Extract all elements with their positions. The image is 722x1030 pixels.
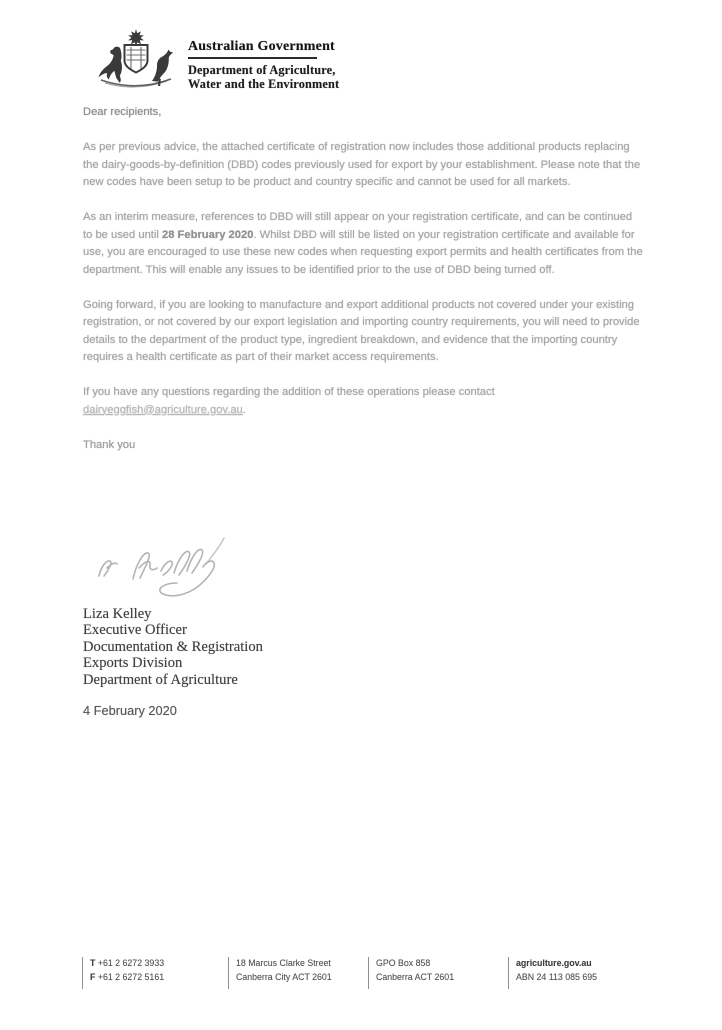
signoff: Thank you xyxy=(83,438,136,451)
fax-number: +61 2 6272 5161 xyxy=(95,971,165,982)
paragraph-4 xyxy=(83,384,643,419)
handwritten-signature xyxy=(86,520,251,605)
footer-street-address xyxy=(228,957,368,989)
footer-postal-address xyxy=(368,957,508,989)
letter-body xyxy=(83,104,643,472)
footer-phone xyxy=(90,957,228,971)
paragraph-1 xyxy=(83,139,643,192)
government-header xyxy=(93,28,339,92)
paragraph-3-text: Going forward, if you are looking to manufacture and export additional products not covered under your existing registration, or not covered by our export legislation and importing country requirements, you will need to provide details to the department of the product type, ingredient breakdown, and evidence that the importing country requires a health certificate as part of their market access requirements. xyxy=(83,298,640,363)
paragraph-3 xyxy=(83,297,643,367)
paragraph-2 xyxy=(83,209,643,279)
street-address-line1: 18 Marcus Clarke Street xyxy=(236,958,331,968)
paragraph-1-text: As per previous advice, the attached certificate of registration now includes those additional products replacing the dairy-goods-by-definition (DBD) codes previously used for export by your establishment. Please note that the new codes have been setup to be product and country specific and cannot be used for all markets. xyxy=(83,141,641,188)
signatory-division: Exports Division xyxy=(83,655,183,672)
header-divider xyxy=(188,57,317,59)
phone-label: T xyxy=(90,958,96,968)
signatory-department: Department of Agriculture xyxy=(83,671,238,688)
paragraph-4-text-after: . xyxy=(242,403,246,416)
footer-phone-fax xyxy=(82,957,228,989)
website-url: agriculture.gov.au xyxy=(516,958,592,968)
paragraph-2-text-after: . Whilst DBD will still be listed on your registration certificate and available for use, you are encouraged to use these new codes when requesting export permits and health certificates from the department. This will enable any issues to be identified prior to the use of DBD being turned off. xyxy=(83,228,643,276)
abn-number: ABN 24 113 085 695 xyxy=(516,971,598,982)
fax-label: F xyxy=(90,971,96,982)
government-title: Australian Government xyxy=(188,39,335,54)
phone-number: +61 2 6272 3933 xyxy=(95,958,165,968)
postal-address-line1: GPO Box 858 xyxy=(376,958,431,968)
header-text xyxy=(188,28,339,92)
australian-coat-of-arms-icon xyxy=(93,28,179,88)
paragraph-2-text-before: As an interim measure, references to DBD will still appear on your registration certificate, and can be continued to be used until xyxy=(83,211,633,241)
department-name-line2: Water and the Environment xyxy=(188,77,340,92)
signature-block xyxy=(83,606,263,688)
department-name-line1: Department of Agriculture, xyxy=(188,62,336,77)
letter-date: 4 February 2020 xyxy=(83,703,177,718)
footer xyxy=(0,957,722,993)
deadline-date: 28 February 2020 xyxy=(162,228,254,241)
signatory-unit: Documentation & Registration xyxy=(83,638,263,655)
paragraph-4-text-before: If you have any questions regarding the addition of these operations please contact xyxy=(83,386,495,398)
footer-fax xyxy=(90,971,228,985)
signatory-title: Executive Officer xyxy=(83,622,187,639)
footer-web-abn xyxy=(508,957,666,989)
postal-address-line2: Canberra ACT 2601 xyxy=(376,971,455,982)
contact-email-link[interactable]: dairyeggfish@agriculture.gov.au xyxy=(83,403,243,416)
signatory-name: Liza Kelley xyxy=(83,606,152,622)
salutation: Dear recipients, xyxy=(83,106,162,118)
street-address-line2: Canberra City ACT 2601 xyxy=(236,971,332,982)
